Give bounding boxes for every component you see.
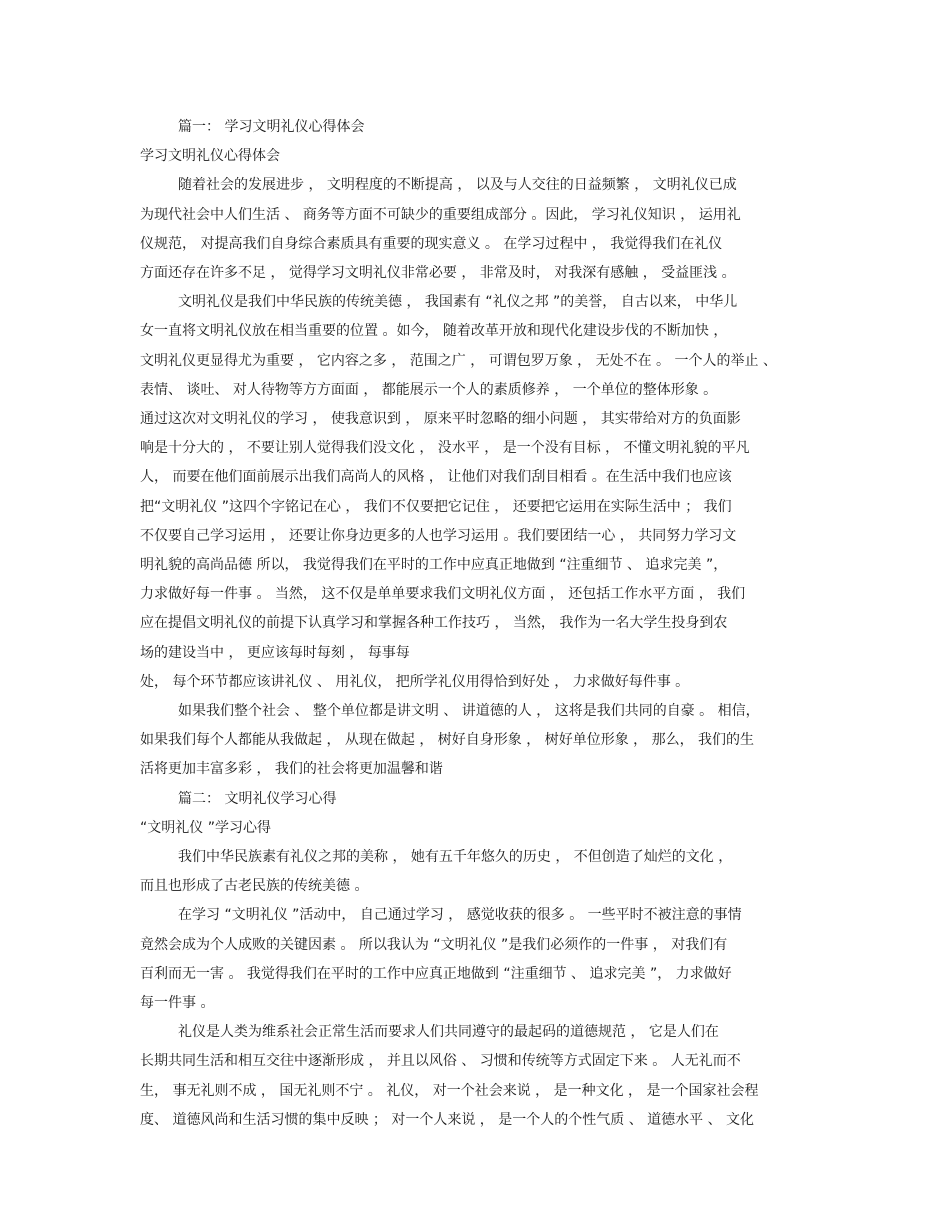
text-line: 方面还存在许多不足 ， 觉得学习文明礼仪非常必要 ， 非常及时， 对我深有感触 ， 受益匪浅 。 [140, 265, 736, 281]
text-line: 篇一： 学习文明礼仪心得体会 [178, 119, 365, 135]
text-line: 如果我们每个人都能从我做起 ， 从现在做起 ， 树好自身形象 ， 树好单位形象 ， 那么， 我们的生 [140, 732, 755, 749]
text-line: 文明礼仪更显得尤为重要 ， 它内容之多 ， 范围之广 ， 可谓包罗万象 ， 无处不在 。 一个人的举止 、 [140, 352, 777, 369]
text-line: 应在提倡文明礼仪的前提下认真学习和掌握各种工作技巧 ， 当然， 我作为一名大学生投身到农 [140, 615, 728, 632]
text-line: 生， 事无礼则不成 ， 国无礼则不宁 。 礼仪， 对一个社会来说 ， 是一种文化 ， 是一个国家社会程 [140, 1082, 759, 1099]
text-line: 处， 每个环节都应该讲礼仪 、 用礼仪， 把所学礼仪用得恰到好处 ， 力求做好每件事 。 [140, 673, 690, 690]
text-line: 通过这次对文明礼仪的学习 ， 使我意识到 ， 原来平时忽略的细小问题 ， 其实带给对方的负面影 [140, 411, 741, 427]
text-line: 文明礼仪是我们中华民族的传统美德 ， 我国素有 “礼仪之邦 ”的美誉， 自古以来， 中华儿 [178, 294, 738, 311]
text-line: 活将更加丰富多彩 ， 我们的社会将更加温馨和谐 [140, 761, 443, 778]
text-line: 响是十分大的 ， 不要让别人觉得我们没文化 ， 没水平 ， 是一个没有目标 ， 不懂文明礼貌的平凡 [140, 440, 750, 457]
text-line: 表情、 谈吐、 对人待物等方方面面 ， 都能展示一个人的素质修养 ， 一个单位的整体形象 。 [140, 381, 718, 398]
text-line: 篇二： 文明礼仪学习心得 [178, 790, 337, 807]
text-line: 女一直将文明礼仪放在相当重要的位置 。如今， 随着改革开放和现代化建设步伐的不断加快 ， [140, 323, 728, 340]
text-line: 而且也形成了古老民族的传统美德 。 [140, 878, 369, 895]
text-line: 在学习 “文明礼仪 ”活动中， 自己通过学习 ， 感觉收获的很多 。 一些平时不被注意的事情 [178, 907, 742, 924]
text-line: 度、 道德风尚和生活习惯的集中反映 ； 对一个人来说 ， 是一个人的个性气质 、 道德水平 、 文化 [140, 1111, 755, 1128]
text-line: 人， 而要在他们面前展示出我们高尚人的风格 ， 让他们对我们刮目相看 。在生活中我们也应该 [140, 469, 732, 486]
text-line: 学习文明礼仪心得体会 [140, 148, 280, 165]
text-line: 仪规范， 对提高我们自身综合素质具有重要的现实意义 。 在学习过程中 ， 我觉得我们在礼仪 [140, 235, 723, 252]
text-line: 明礼貌的高尚品德 所以， 我觉得我们在平时的工作中应真正地做到 “注重细节 、 追求完美 ”， [140, 557, 728, 573]
text-line: 随着社会的发展进步 ， 文明程度的不断提高 ， 以及与人交往的日益频繁 ， 文明礼仪已成 [178, 177, 737, 194]
text-line: 每一件事 。 [140, 995, 215, 1011]
text-line: 百利而无一害 。 我觉得我们在平时的工作中应真正地做到 “注重细节 、 追求完美 ”， 力求做好 [140, 965, 732, 982]
text-line: 把“文明礼仪 ”这四个字铭记在心 ， 我们不仅要把它记住 ， 还要把它运用在实际生活中 ； 我们 [140, 498, 732, 515]
text-line: 力求做好每一件事 。 当然， 这不仅是单单要求我们文明礼仪方面 ， 还包括工作水平方面 ， 我们 [140, 586, 746, 603]
text-line: 场的建设当中 ， 更应该每时每刻 ， 每事每 [140, 644, 410, 661]
text-line: 为现代社会中人们生活 、 商务等方面不可缺少的重要组成部分 。因此， 学习礼仪知识 ， 运用礼 [140, 206, 741, 223]
text-line: 长期共同生活和相互交往中逐渐形成 ， 并且以风俗 、 习惯和传统等方式固定下来 。 人无礼而不 [140, 1053, 741, 1070]
text-line: 竟然会成为个人成败的关键因素 。 所以我认为 “文明礼仪 ”是我们必须作的一件事 ， 对我们有 [140, 936, 728, 953]
text-line: 礼仪是人类为维系社会正常生活而要求人们共同遵守的最起码的道德规范 ， 它是人们在 [178, 1024, 719, 1041]
text-line: 我们中华民族素有礼仪之邦的美称 ， 她有五千年悠久的历史 ， 不但创造了灿烂的文化 ， [178, 849, 733, 865]
text-line: 不仅要自己学习运用 ， 还要让你身边更多的人也学习运用 。我们要团结一心 ， 共同努力学习文 [140, 527, 737, 544]
text-line: “文明礼仪 ”学习心得 [140, 819, 271, 836]
text-line: 如果我们整个社会 、 整个单位都是讲文明 、 讲道德的人 ， 这将是我们共同的自豪 。 相信， [178, 703, 760, 719]
